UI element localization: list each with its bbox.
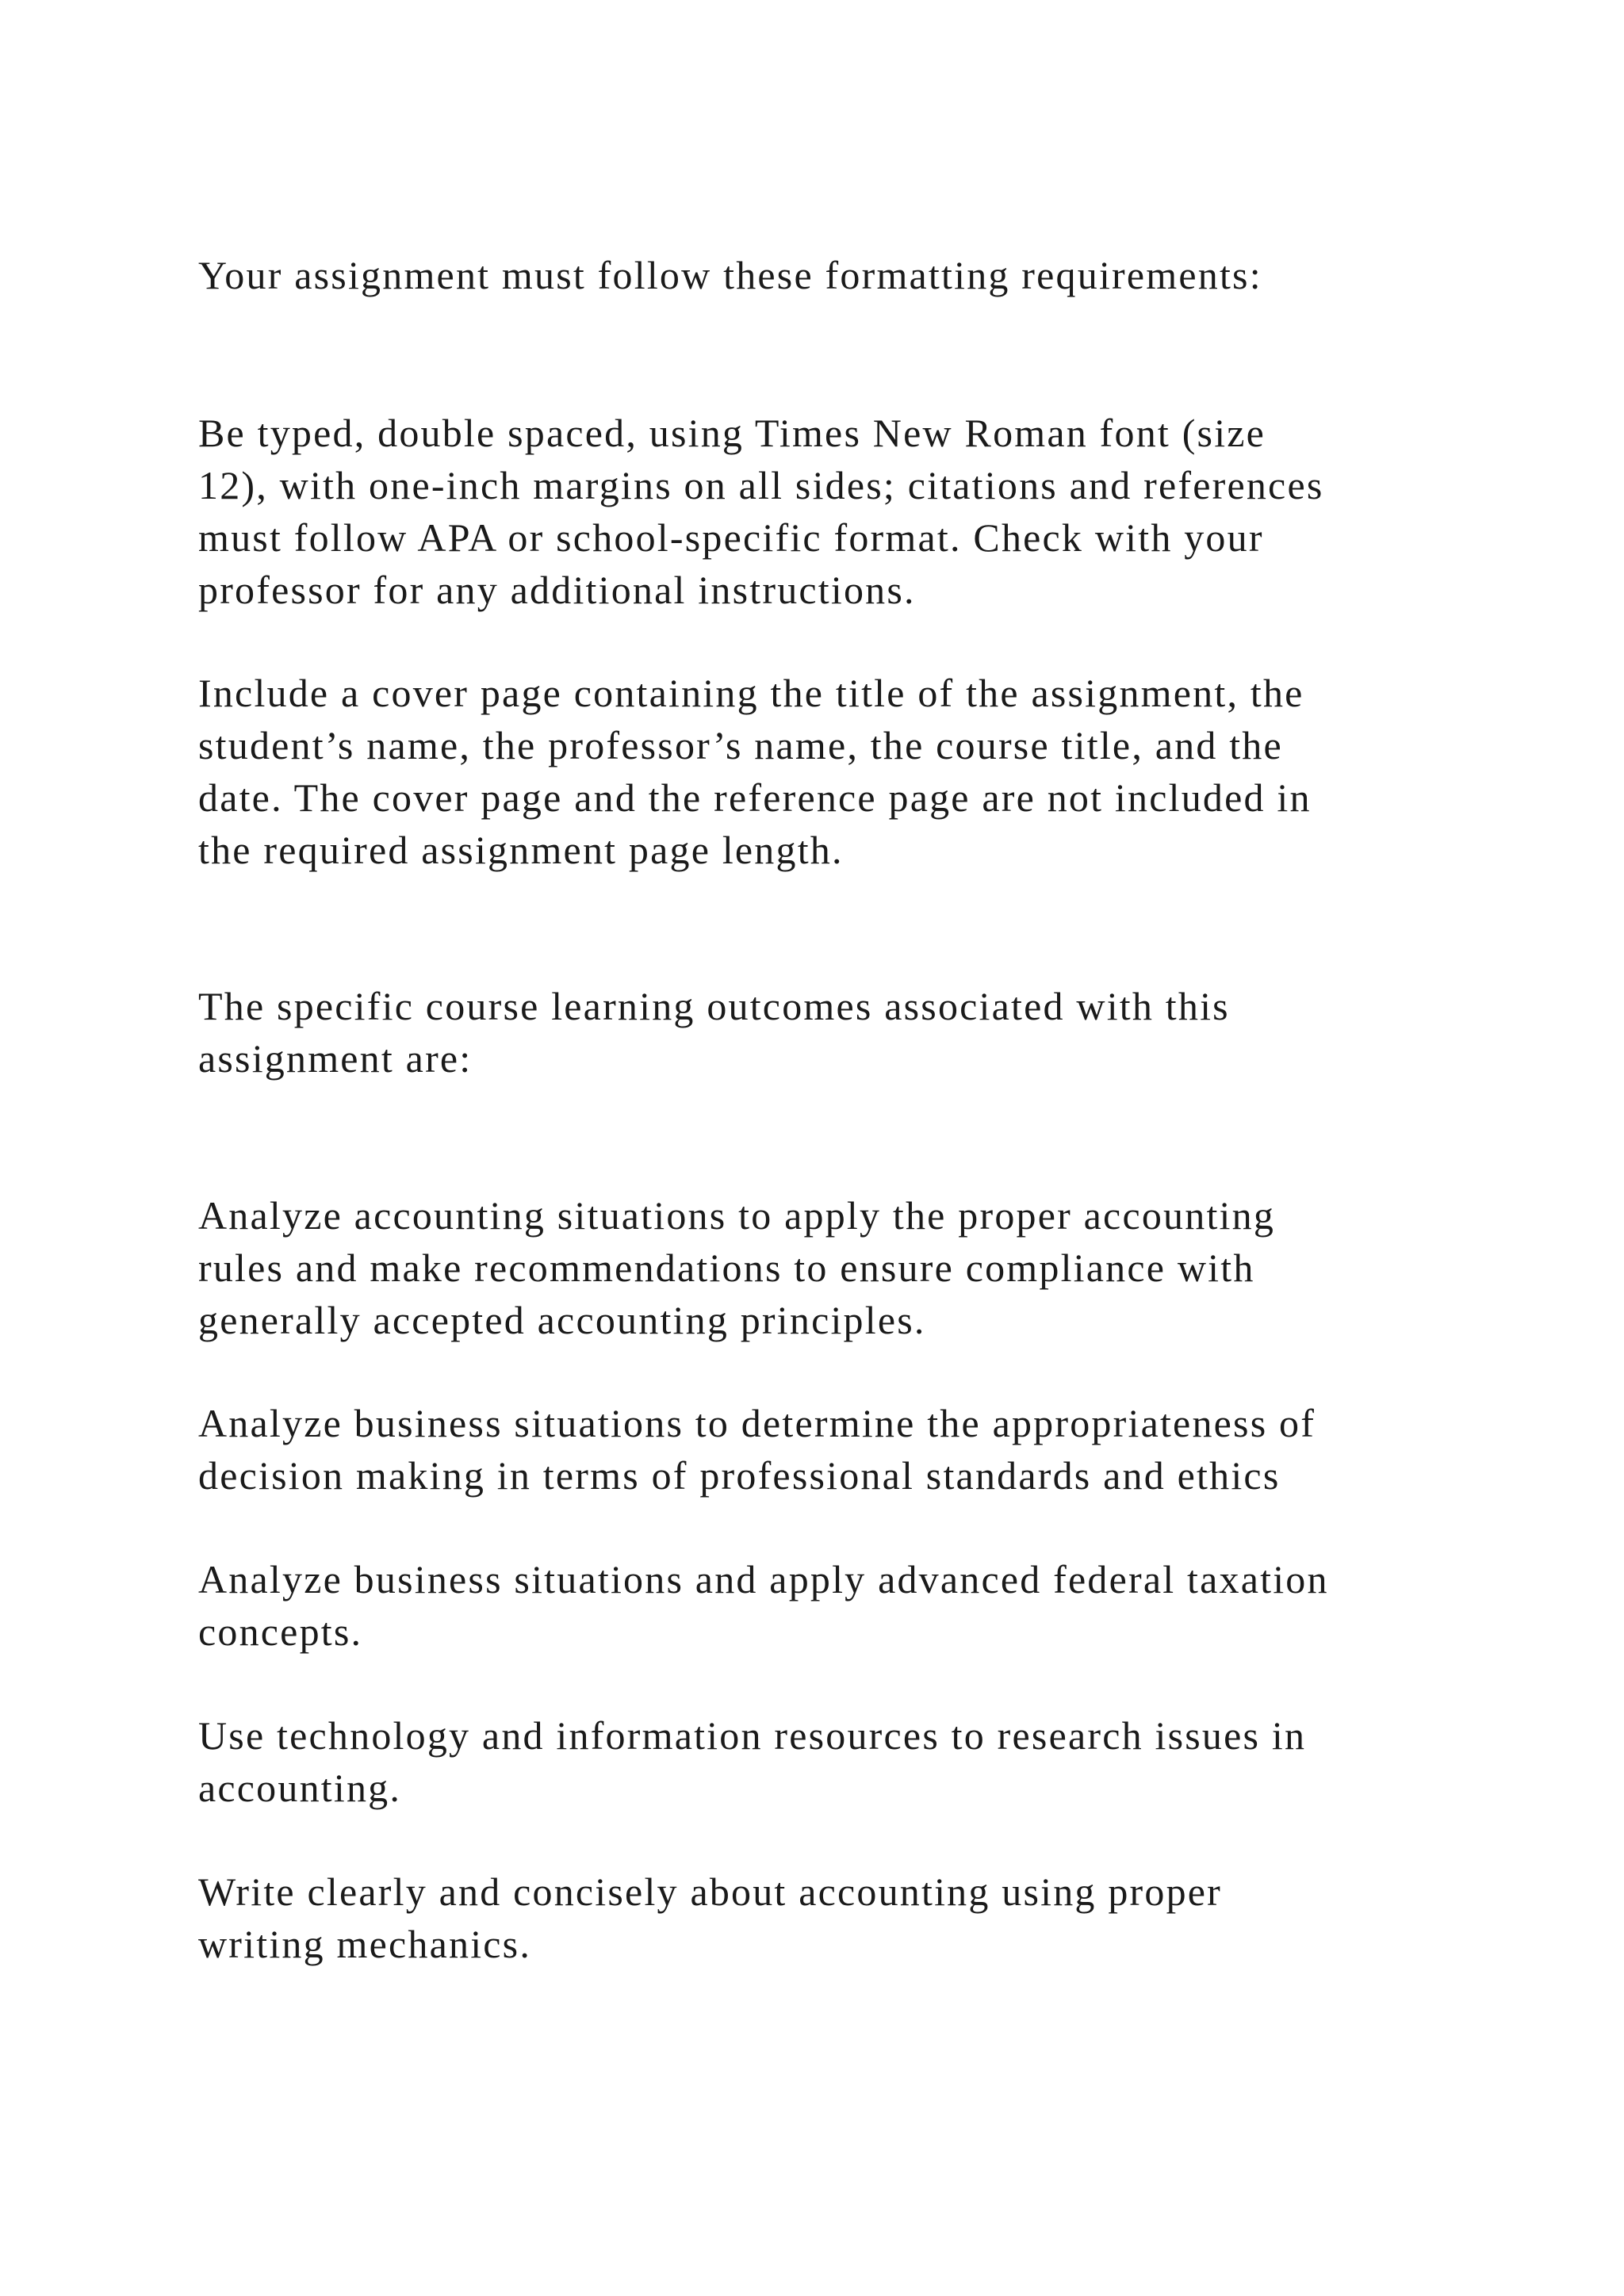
outcome-ethics: Analyze business situations to determine the appropriateness of decision making in terms of professional standards and ethics [198,1401,1316,1498]
outcome-writing: Write clearly and concisely about accounting using proper writing mechanics. [198,1869,1223,1966]
outcome-technology-research: Use technology and information resources to research issues in accounting. [198,1713,1307,1810]
requirement-typing-paragraph: Be typed, double spaced, using Times New Roman font (size 12), with one-inch margins on all sides; citations and references must follow APA or school-specific format. Check with your professor for any additional instructions. [198,411,1324,612]
outcome-accounting-rules: Analyze accounting situations to apply the proper accounting rules and make recommendations to ensure compliance with generally accepted accounting principles. [198,1193,1276,1342]
formatting-heading: Your assignment must follow these formatting requirements: [198,253,1262,297]
outcome-taxation: Analyze business situations and apply advanced federal taxation concepts. [198,1557,1329,1654]
requirement-cover-page-paragraph: Include a cover page containing the title of the assignment, the student’s name, the professor’s name, the course title, and the date. The cover page and the reference page are not included in the required assignment page length. [198,671,1312,872]
outcomes-intro-paragraph: The specific course learning outcomes associated with this assignment are: [198,984,1230,1081]
